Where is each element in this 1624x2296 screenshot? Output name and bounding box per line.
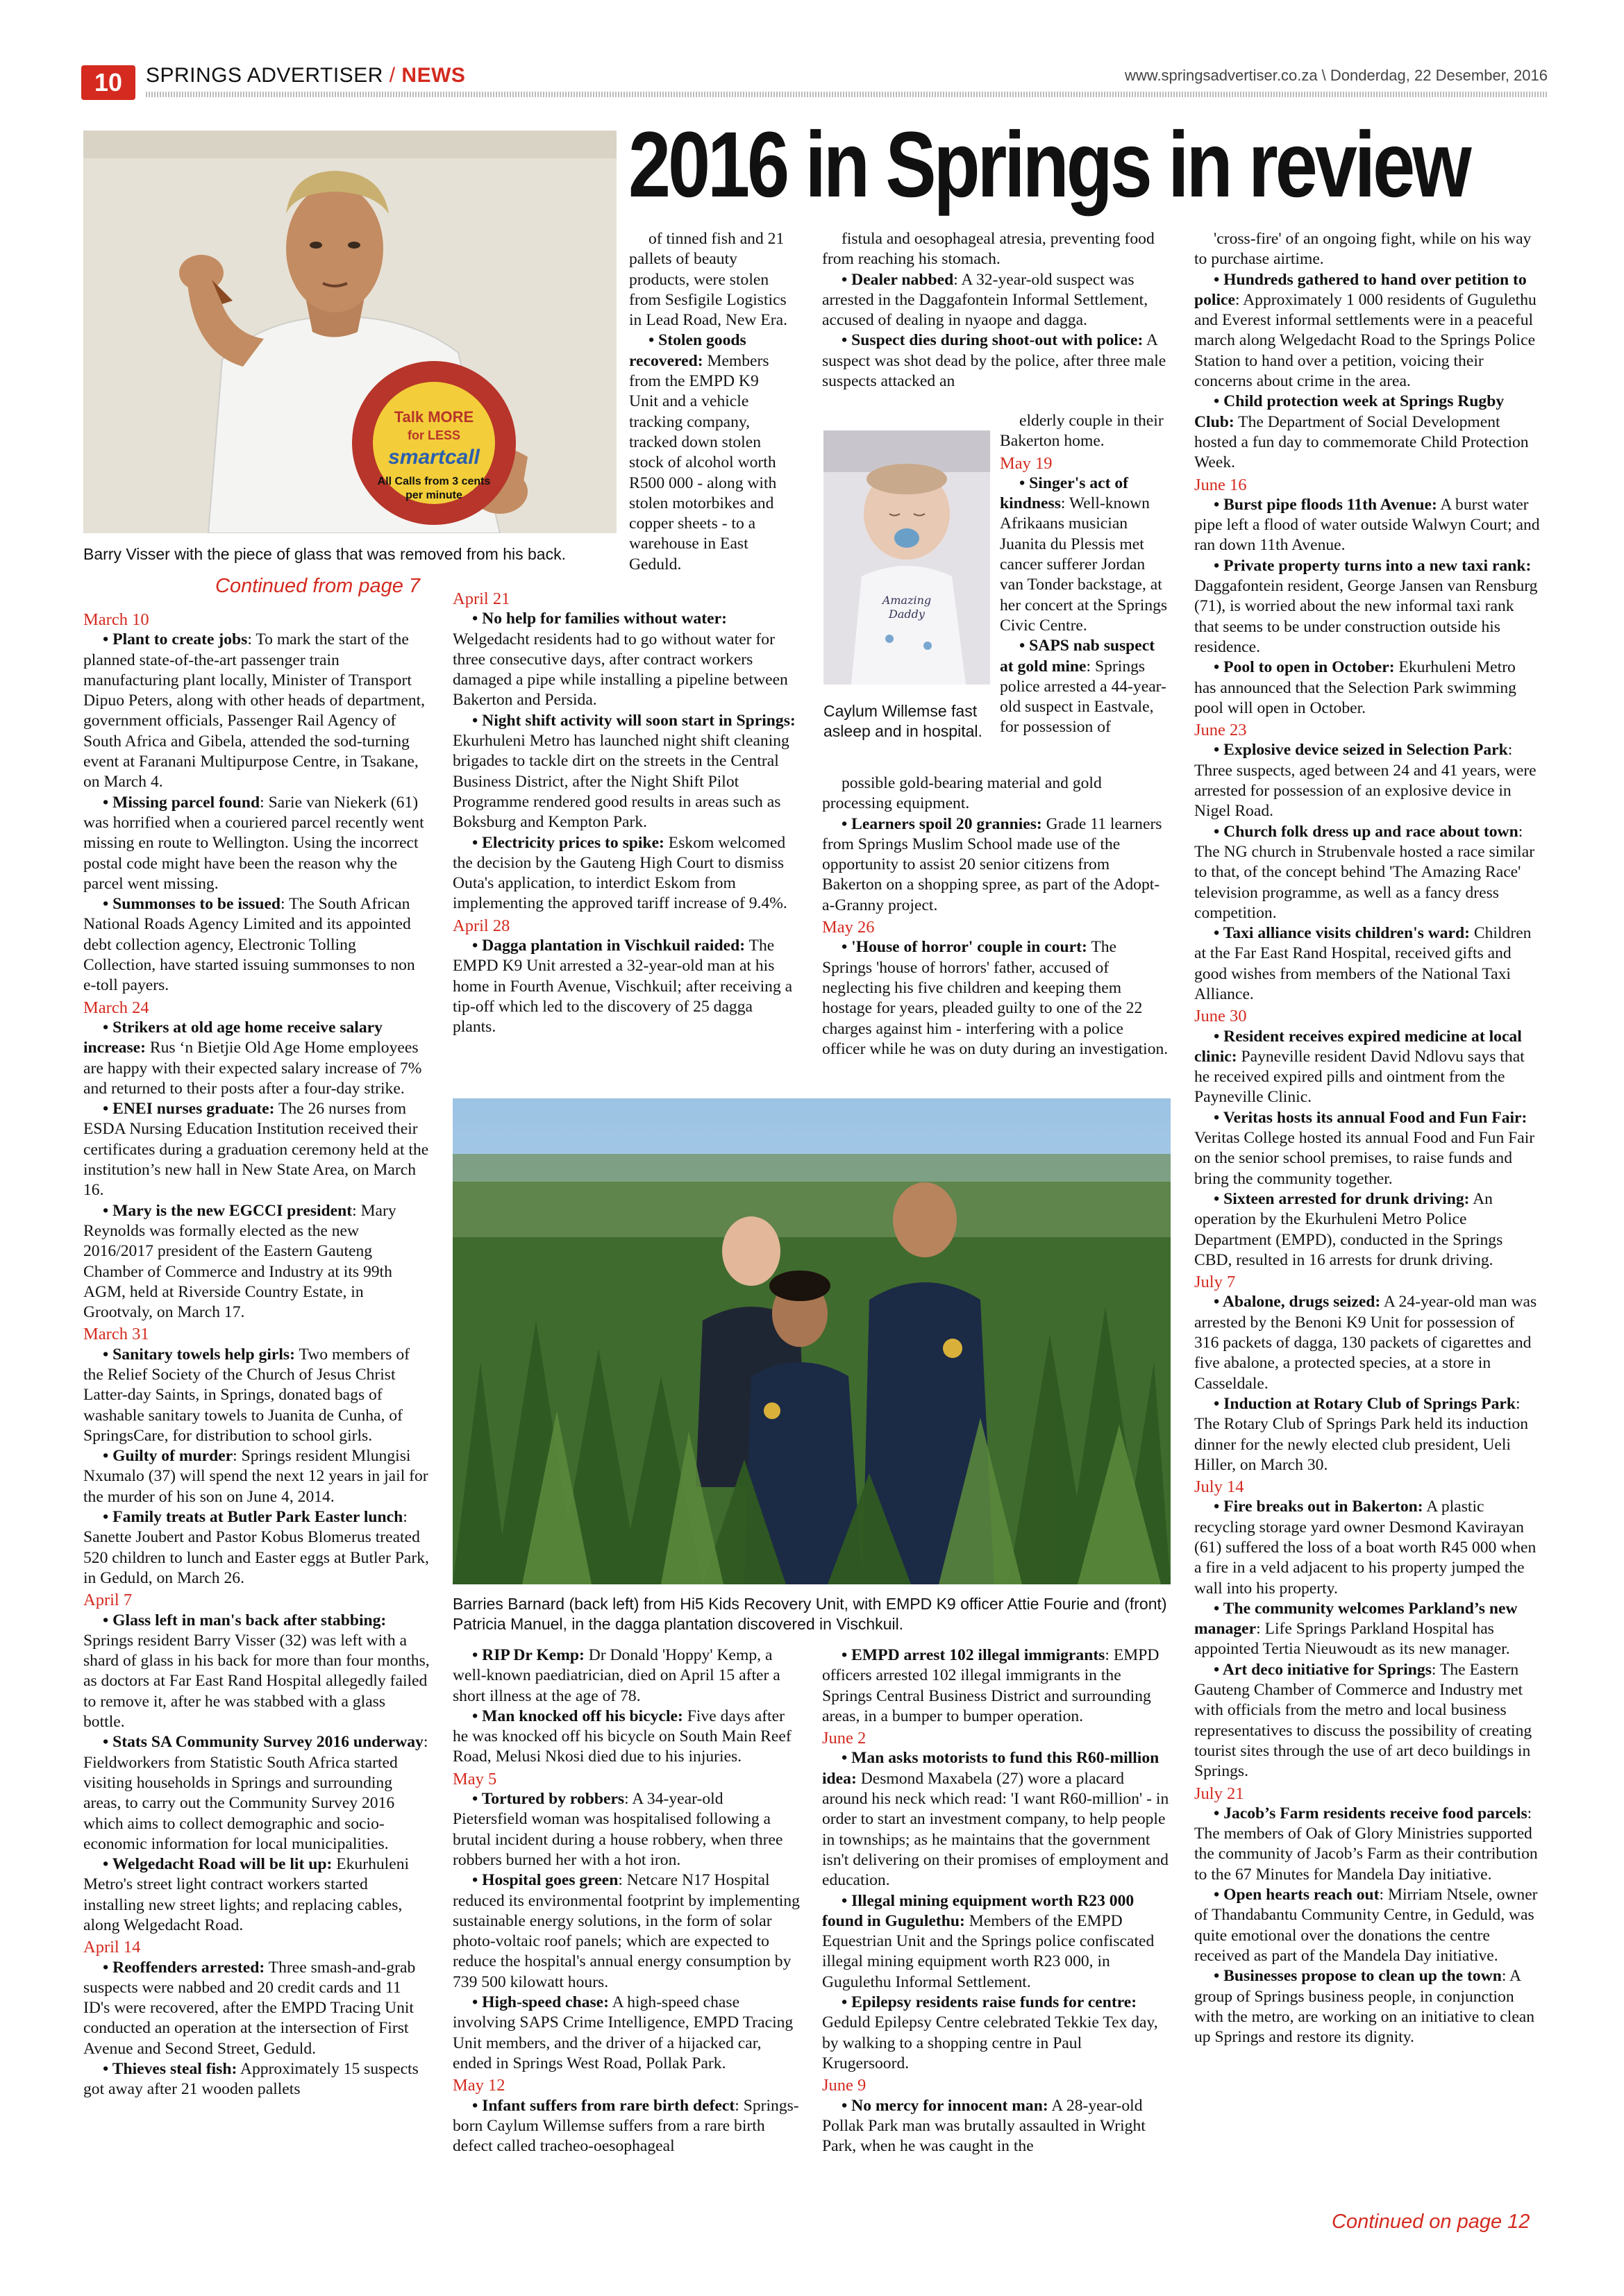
- news-item-body: : The NG church in Strubenvale hosted a race similar to that, of the concept behind 'The Amazing Race' television programme, as well as a fancy dress competition.: [1194, 822, 1535, 922]
- news-item: [1194, 1660, 1541, 1782]
- news-item-body: Grade 11 learners from Springs Muslim School made use of the opportunity to assist 20 senior citizens from Bakerton on a shopping spree, as part of the Adopt-a-Granny project.: [822, 814, 1162, 914]
- month-heading: June 2: [822, 1729, 867, 1748]
- headline: 2016 in Springs in review: [628, 113, 1469, 217]
- continued-paragraph: elderly couple in their Bakerton home.: [1000, 412, 1164, 451]
- news-item: [1194, 1885, 1541, 1966]
- news-item-body: Five days after he was knocked off his bicycle on South Main Reef Road, Melusi Nkosi died due to his injuries.: [453, 1707, 792, 1766]
- column-3-bottom: [822, 1645, 1169, 2156]
- news-item-body: : The South African National Roads Agency Limited and its appointed debt collection agency, Electronic Tolling Collection, have started issuing summonses to non e-toll payers.: [83, 895, 415, 995]
- news-item: [1194, 923, 1541, 1005]
- news-item-heading: • Private property turns into a new taxi rank:: [1214, 556, 1532, 575]
- news-item-body: : Three suspects, aged between 24 and 41 years, were arrested for possession of an explosive device in Nigel Road.: [1194, 741, 1537, 821]
- news-item-body: The Department of Social Development hosted a fun day to commemorate Child Protection Week.: [1194, 412, 1529, 472]
- news-item-body: A burst water pipe left a flood of water outside Walwyn Court; and ran down 11th Avenue.: [1194, 495, 1540, 555]
- month-heading: May 12: [453, 2076, 505, 2095]
- news-item-heading: • Child protection week at Springs Rugby Club:: [1194, 392, 1505, 431]
- svg-text:Amazing: Amazing: [882, 594, 932, 607]
- svg-text:Talk MORE: Talk MORE: [394, 408, 474, 426]
- news-item-heading: • EMPD arrest 102 illegal immigrants: [842, 1646, 1105, 1664]
- news-item: [83, 1018, 430, 1099]
- news-item-heading: • SAPS nab suspect at gold mine: [1000, 637, 1155, 676]
- news-item-heading: • Hospital goes green: [472, 1871, 619, 1890]
- month-heading: June 16: [1194, 475, 1247, 494]
- page-number: 10: [81, 65, 135, 100]
- news-item-heading: • Mary is the new EGCCI president: [103, 1201, 353, 1220]
- news-item: [83, 1099, 430, 1200]
- news-item-body: The EMPD K9 Unit arrested a 32-year-old man at his home in Fourth Avenue, Vischkuil; after receiving a tip-off which led to the discovery of 25 dagga plants.: [453, 937, 793, 1037]
- news-item-body: : A group of Springs business people, in conjunction with the metro, are working on an initiative to clean up Springs and restore its dignity.: [1194, 1967, 1535, 2047]
- news-item-heading: • Sixteen arrested for drunk driving:: [1214, 1189, 1470, 1208]
- news-item-body: : Mary Reynolds was formally elected as the new 2016/2017 president of the Eastern Gauteng Chamber of Commerce and Industry at its 99th AGM, held at Riverside Country Estate, in Grootvaly, on March 17.: [83, 1201, 396, 1322]
- svg-text:for LESS: for LESS: [407, 428, 461, 442]
- news-item: [1194, 1027, 1541, 1108]
- news-item-body: The Springs 'house of horrors' father, accused of neglecting his five children and keeping them hostage for years, pleaded guilty to one of the 22 charges against him - interfering with a police officer while he was on duty during an investigation.: [822, 938, 1169, 1058]
- month-heading: April 7: [83, 1591, 133, 1610]
- news-item: [453, 1645, 800, 1707]
- month-heading: May 5: [453, 1769, 497, 1788]
- news-item-heading: • Illegal mining equipment worth R23 000 found in Gugulethu:: [822, 1891, 1135, 1930]
- news-item-body: : EMPD officers arrested 102 illegal immigrants in the Springs Central Business District and surrounding areas, in a bumper to bumper operation.: [822, 1646, 1160, 1725]
- barry-visser-illustration: [83, 131, 617, 533]
- news-item-heading: • Fire breaks out in Bakerton:: [1214, 1498, 1423, 1516]
- news-item-heading: • Sanitary towels help girls:: [103, 1345, 295, 1364]
- news-item-heading: • Veritas hosts its annual Food and Fun Fair:: [1214, 1108, 1527, 1127]
- news-item-body: : Sarie van Niekerk (61) was horrified when a couriered parcel recently went missing en route to Wellington. Using the incorrect postal code might have been the reason why the parcel went missing.: [83, 793, 424, 893]
- news-item-body: : Life Springs Parkland Hospital has appointed Tertia Nieuwoudt as its new manager.: [1194, 1620, 1510, 1659]
- news-item-heading: • The community welcomes Parkland’s new manager: [1194, 1599, 1518, 1639]
- news-item-body: : Fieldworkers from Statistic South Africa started visiting households in Springs and surrounding areas, to carry out the Community Survey 2016 which aims to collect demographic and socio-economic information for local municipalities.: [83, 1733, 428, 1853]
- news-item-body: Children at the Far East Rand Hospital, received gifts and good wishes from members of the National Taxi Alliance.: [1194, 924, 1532, 1003]
- news-item-heading: • High-speed chase:: [472, 1993, 610, 2012]
- news-item: [822, 814, 1169, 916]
- news-item-body: A 24-year-old man was arrested by the Benoni K9 Unit for possession of 316 packets of dagga, 130 packets of cigarettes and five abalone, a protected species, at a store in Casseldale.: [1194, 1293, 1537, 1393]
- news-item-body: Three smash-and-grab suspects were nabbed and 20 credit cards and 11 ID's were recovered, after the EMPD Tracing Unit conducted an operation at the intersection of First Avenue and Second Street, Geduld.: [83, 1958, 416, 2058]
- news-item-body: Desmond Maxabela (27) wore a placard around his neck which read: 'I want R60-million' - in order to start an investment company, to help people in townships; as he maintains that the government isn't delivering on their promises of employment and education.: [822, 1769, 1169, 1890]
- news-item-body: Ekurhuleni Metro's street light contract workers started installing new street lights; and replacing cables, along Welgedacht Road.: [83, 1855, 410, 1934]
- news-item-body: : Mirriam Ntsele, owner of Thandabantu Community Centre, in Geduld, was quite emotional over the donations the centre received as part of the Mandela Day initiative.: [1194, 1886, 1538, 1965]
- news-item-heading: • Guilty of murder: [103, 1447, 233, 1466]
- news-item: [83, 1345, 430, 1446]
- month-heading: July 21: [1194, 1784, 1244, 1803]
- news-item-body: Daggafontein resident, George Jansen van Rensburg (71), is worried about the new informal taxi rank that seems to be under construction outside his residence.: [1194, 577, 1538, 656]
- news-item-body: : Springs police arrested a 44-year-old suspect in Eastvale, for possession of: [1000, 657, 1166, 737]
- news-item: [83, 793, 430, 894]
- publication-name: SPRINGS ADVERTISER: [146, 64, 383, 87]
- news-item-heading: • Infant suffers from rare birth defect: [472, 2096, 735, 2115]
- continued-paragraph: possible gold-bearing material and gold processing equipment.: [822, 774, 1102, 813]
- month-heading: March 31: [83, 1325, 149, 1344]
- news-item-heading: • 'House of horror' couple in court:: [842, 938, 1087, 957]
- news-item-heading: • Reoffenders arrested:: [103, 1958, 265, 1977]
- month-heading: May 19: [1000, 453, 1053, 473]
- news-item-body: : Well-known Afrikaans musician Juanita du Plessis met cancer sufferer Jordan van Tonder backstage, at her concert at the Springs Civic Centre.: [1000, 494, 1168, 635]
- news-item: [1194, 1108, 1541, 1189]
- column-2-bottom: [453, 1645, 800, 2156]
- month-heading: July 14: [1194, 1477, 1244, 1497]
- news-item: [83, 2059, 430, 2100]
- news-item-body: : To mark the start of the planned state-of-the-art passenger train manufacturing plant locally, Minister of Transport Dipuo Peters, along with other heads of department, government officials, Passenger Rail Agency of South Africa and Gibela, attended the sod-turning event at Faranani Multipurpose Centre, in Tsakane, on March 4.: [83, 630, 426, 791]
- news-item-heading: • Night shift activity will soon start in Springs:: [472, 711, 796, 730]
- news-item: [1194, 1189, 1541, 1271]
- continued-from: Continued from page 7: [215, 575, 421, 597]
- news-item: [1194, 1394, 1541, 1475]
- news-item-heading: • Businesses propose to clean up the town: [1214, 1967, 1502, 1986]
- news-item-heading: • Open hearts reach out: [1214, 1886, 1380, 1904]
- news-item: [1194, 1804, 1541, 1885]
- news-item-body: Veritas College hosted its annual Food and Fun Fair on the senior school premises, to raise funds and bring the community together.: [1194, 1129, 1535, 1188]
- news-item-heading: • Dealer nabbed: [842, 270, 954, 289]
- news-item-body: Geduld Epilepsy Centre celebrated Tekkie Tex day, by walking to a shopping centre in Paul Krugersoord.: [822, 2013, 1158, 2072]
- news-item-heading: • Induction at Rotary Club of Springs Park: [1214, 1394, 1516, 1413]
- news-item: [83, 1611, 430, 1733]
- news-item: [1000, 636, 1171, 737]
- news-item-body: Rus ‘n Bietjie Old Age Home employees are happy with their expected salary increase of 7% and returned to their posts after a four-day strike.: [83, 1039, 422, 1098]
- news-item-body: : Netcare N17 Hospital reduced its environmental footprint by implementing sustainable energy solutions, in the form of solar photo-voltaic roof panels; which are expected to reduce the hospital's annual energy consumption by 739 500 kilowatt hours.: [453, 1871, 800, 1991]
- month-heading: May 26: [822, 918, 875, 937]
- news-item-body: : Springs resident Mlungisi Nxumalo (37) will spend the next 12 years in jail for the murder of his son on June 4, 2014.: [83, 1447, 428, 1506]
- news-item-heading: • Stolen goods recovered:: [629, 331, 746, 370]
- news-item-heading: • Burst pipe floods 11th Avenue:: [1214, 495, 1437, 514]
- column-1: [83, 608, 430, 2100]
- news-item: [629, 330, 789, 575]
- news-item-heading: • Suspect dies during shoot-out with police:: [842, 331, 1144, 350]
- news-item-heading: • Welgedacht Road will be lit up:: [103, 1855, 333, 1874]
- news-item: [83, 1446, 430, 1507]
- news-item-heading: • Abalone, drugs seized:: [1214, 1293, 1381, 1312]
- month-heading: June 23: [1194, 721, 1247, 740]
- news-item: [83, 1201, 430, 1323]
- column-3-middle: [822, 773, 1169, 1059]
- news-item-heading: • Man asks motorists to fund this R60-million idea:: [822, 1749, 1160, 1788]
- news-item: [822, 1748, 1169, 1891]
- news-item-heading: • No help for families without water:: [472, 610, 727, 628]
- news-item-heading: • No mercy for innocent man:: [842, 2096, 1048, 2115]
- news-item-body: Approximately 15 suspects got away after 21 wooden pallets: [83, 2060, 419, 2099]
- news-item: [1194, 740, 1541, 821]
- news-item-heading: • Epilepsy residents raise funds for centre:: [842, 1993, 1137, 2012]
- website-date: www.springsadvertiser.co.za \ Donderdag, 22 Desember, 2016: [1125, 67, 1548, 84]
- news-item-body: Members from the EMPD K9 Unit and a vehicle tracking company, tracked down stolen stock of alcohol worth R500 000 - along with stolen motorbikes and copper sheets - to a warehouse in East Geduld.: [629, 351, 777, 573]
- group-photo-caption: Barries Barnard (back left) from Hi5 Kids Recovery Unit, with EMPD K9 officer Attie Fourie and (front) Patricia Manuel, in the dagga plantation discovered in Vischkuil.: [453, 1595, 1167, 1633]
- news-item-heading: • ENEI nurses graduate:: [103, 1100, 275, 1118]
- news-item: [1194, 1966, 1541, 2047]
- news-item-body: A 28-year-old Pollak Park man was brutally assaulted in Wright Park, when he was caught in the: [822, 2096, 1146, 2156]
- svg-text:per minute: per minute: [405, 489, 462, 501]
- news-item-heading: • Resident receives expired medicine at local clinic:: [1194, 1027, 1522, 1066]
- news-item-body: Two members of the Relief Society of the Church of Jesus Christ Latter-day Saints, in Springs, donated bags of washable sanitary towels to Juanita de Cunha, of SpringsCare, for distribution to school girls.: [83, 1345, 410, 1445]
- month-heading: March 24: [83, 998, 149, 1017]
- news-item: [453, 1707, 800, 1768]
- month-heading: April 21: [453, 589, 510, 608]
- news-item: [822, 937, 1169, 1059]
- news-item-body: : The members of Oak of Glory Ministries supported the community of Jacob’s Farm as their contribution to the 67 Minutes for Mandela Day initiative.: [1194, 1804, 1538, 1884]
- news-item: [822, 1891, 1169, 1993]
- news-item: [1194, 1292, 1541, 1393]
- news-item: [1194, 495, 1541, 556]
- news-item: [822, 330, 1169, 392]
- news-item-heading: • Hundreds gathered to hand over petition to police: [1194, 270, 1527, 309]
- news-item: [83, 894, 430, 996]
- news-item-body: : The Eastern Gauteng Chamber of Commerce and Industry met with officials from the metro and local business representatives to discuss the possibility of creating tourist sites through the use of art deco buildings in Springs.: [1194, 1660, 1532, 1781]
- dagga-plantation-illustration: [453, 1098, 1171, 1584]
- barry-visser-photo: [83, 131, 617, 533]
- month-heading: July 7: [1194, 1273, 1236, 1292]
- news-item-body: An operation by the Ekurhuleni Metro Police Department (EMPD), conducted in the Springs CBD, resulted in 16 arrests for drunk driving.: [1194, 1189, 1503, 1269]
- news-item-heading: • Tortured by robbers: [472, 1790, 625, 1809]
- news-item: [822, 1645, 1169, 1727]
- continued-paragraph: of tinned fish and 21 pallets of beauty products, were stolen from Sesfigile Logistics in Lead Road, New Era.: [629, 230, 787, 330]
- news-item: [822, 2096, 1169, 2157]
- month-heading: March 10: [83, 610, 149, 629]
- news-item-body: The 26 nurses from ESDA Nursing Education Institution received their certificates during a graduation ceremony held at the institution’s new hall in New State Area, on March 16.: [83, 1100, 429, 1200]
- news-item-body: Ekurhuleni Metro has launched night shift cleaning brigades to tackle dirt on the streets in the Central Business District, after the Night Shift Pilot Programme rendered good results in areas such as Boksburg and Kempton Park.: [453, 732, 789, 832]
- news-item: [822, 270, 1169, 331]
- barry-visser-caption: Barry Visser with the piece of glass that was removed from his back.: [83, 545, 566, 563]
- news-item: [453, 711, 800, 833]
- news-item: [83, 1732, 430, 1854]
- column-2-top: [629, 229, 789, 575]
- news-item: [1194, 392, 1541, 473]
- news-item-heading: • Glass left in man's back after stabbing:: [103, 1611, 387, 1629]
- continued-paragraph: 'cross-fire' of an ongoing fight, while on his way to purchase airtime.: [1194, 230, 1532, 269]
- news-item: [453, 2096, 800, 2157]
- month-heading: April 28: [453, 916, 510, 935]
- news-item: [453, 1789, 800, 1870]
- month-heading: June 30: [1194, 1007, 1247, 1026]
- news-item-heading: • Family treats at Butler Park Easter lunch: [103, 1508, 403, 1527]
- news-item: [1194, 1599, 1541, 1660]
- news-item-heading: • Stats SA Community Survey 2016 underway: [103, 1733, 424, 1752]
- news-item-body: Dr Donald 'Hoppy' Kemp, a well-known paediatrician, died on April 15 after a short illness at the age of 78.: [453, 1646, 780, 1705]
- news-item-body: : Approximately 1 000 residents of Gugulethu and Everest informal settlements were in a peaceful march along Welgedacht Road to the Springs Police Station to hand over a petition, voicing their concerns about crime in the area.: [1194, 290, 1537, 391]
- news-item-heading: • Missing parcel found: [103, 793, 260, 812]
- news-item-heading: • Church folk dress up and race about town: [1214, 822, 1518, 841]
- news-item-body: : Springs-born Caylum Willemse suffers from a rare birth defect called tracheo-oesophageal: [453, 2096, 799, 2156]
- news-item: [822, 1993, 1169, 2074]
- svg-text:All Calls from 3 cents: All Calls from 3 cents: [377, 476, 491, 487]
- news-item: [1194, 270, 1541, 392]
- news-item-heading: • Singer's act of kindness: [1000, 474, 1129, 513]
- news-item-body: A high-speed chase involving SAPS Crime Intelligence, EMPD Tracing Unit members, and the driver of a hijacked car, ended in Springs West Road, Pollak Park.: [453, 1993, 794, 2072]
- column-4: [1194, 229, 1541, 2047]
- news-item-heading: • Thieves steal fish:: [103, 2060, 237, 2079]
- news-item-body: Ekurhuleni Metro has announced that the Selection Park swimming pool will open in October.: [1194, 658, 1516, 717]
- news-item-body: Welgedacht residents had to go without water for three consecutive days, after contract workers damaged a pipe while installing a pipeline between Bakerton and Persida.: [453, 630, 788, 710]
- news-item: [1194, 822, 1541, 923]
- header-rule: [146, 92, 1548, 97]
- news-item: [83, 1854, 430, 1936]
- baby-photo: [823, 430, 990, 685]
- news-item-heading: • Taxi alliance visits children's ward:: [1214, 924, 1470, 943]
- news-item-body: Springs resident Barry Visser (32) was left with a shard of glass in his back for more than four months, as doctors at Far East Rand Hospital allegedly failed to remove it, after he was stabbed with a glass bottle.: [83, 1631, 430, 1732]
- baby-illustration: [823, 430, 990, 685]
- section-label: SPRINGS ADVERTISER / NEWS: [146, 64, 466, 87]
- continued-on: Continued on page 12: [1332, 2211, 1530, 2233]
- news-item: [453, 1993, 800, 2074]
- news-item-heading: • Learners spoil 20 grannies:: [842, 814, 1042, 833]
- month-heading: June 9: [822, 2076, 867, 2095]
- news-item-body: Eskom welcomed the decision by the Gauteng High Court to dismiss Outa's application, to interdict Eskom from implementing the approved tariff increase of 9.4%.: [453, 833, 787, 913]
- baby-caption: Caylum Willemse fast asleep and in hospital.: [823, 702, 982, 740]
- news-item-body: : A 32-year-old suspect was arrested in the Daggafontein Informal Settlement, accused of dealing in nyaope and dagga.: [822, 270, 1148, 330]
- news-item-body: A plastic recycling storage yard owner Desmond Kavirayan (61) suffered the loss of a boat worth R45 000 when a fire in a veld adjacent to his property jumped the wall into his property.: [1194, 1498, 1537, 1598]
- news-item-heading: • Strikers at old age home receive salary increase:: [83, 1018, 383, 1057]
- continued-paragraph: fistula and oesophageal atresia, preventing food from reaching his stomach.: [822, 230, 1155, 269]
- news-item-body: : The Rotary Club of Springs Park held its induction dinner for the newly elected club president, Ueli Hiller, on March 30.: [1194, 1394, 1529, 1474]
- news-item-heading: • RIP Dr Kemp:: [472, 1646, 585, 1664]
- news-item: [83, 630, 430, 792]
- news-item-body: : Sanette Joubert and Pastor Kobus Blomerus treated 520 children to lunch and Easter eggs at Butler Park, in Geduld, on March 26.: [83, 1508, 429, 1587]
- news-item: [1194, 1497, 1541, 1598]
- news-item-body: : A 34-year-old Pietersfield woman was hospitalised following a brutal incident during a house robbery, when three robbers burned her with a hot iron.: [453, 1790, 783, 1869]
- news-item-heading: • Art deco initiative for Springs: [1214, 1660, 1432, 1679]
- news-item-heading: • Plant to create jobs: [103, 630, 248, 649]
- news-item: [453, 833, 800, 914]
- dagga-plantation-photo: [453, 1098, 1171, 1584]
- svg-text:Daddy: Daddy: [889, 607, 925, 621]
- column-3-top: [822, 229, 1169, 392]
- news-item-body: A suspect was shot dead by the police, after three male suspects attacked an: [822, 331, 1166, 391]
- column-2-middle: [453, 587, 800, 1038]
- news-item-heading: • Dagga plantation in Vischkuil raided:: [472, 937, 746, 955]
- news-item: [83, 1507, 430, 1589]
- news-item-heading: • Electricity prices to spike:: [472, 833, 664, 852]
- news-item: [1194, 556, 1541, 657]
- section-name: NEWS: [401, 64, 466, 87]
- news-item: [453, 1870, 800, 1993]
- news-item-heading: • Pool to open in October:: [1214, 658, 1395, 677]
- news-item: [453, 609, 800, 710]
- news-item-heading: • Summonses to be issued: [103, 895, 281, 914]
- news-item-body: Payneville resident David Ndlovu says that he received expired pills and ointment from the Payneville Clinic.: [1194, 1047, 1525, 1107]
- month-heading: April 14: [83, 1938, 141, 1957]
- news-item-heading: • Explosive device seized in Selection Park: [1214, 741, 1508, 760]
- svg-text:smartcall: smartcall: [388, 446, 480, 469]
- news-item: [1194, 657, 1541, 719]
- news-item-heading: • Jacob’s Farm residents receive food parcels: [1214, 1804, 1527, 1822]
- news-item: [1000, 474, 1171, 636]
- news-item: [453, 936, 800, 1037]
- column-3-side: [1000, 411, 1171, 738]
- news-item-body: Members of the EMPD Equestrian Unit and the Springs police confiscated illegal mining equipment worth R23 000, in Gugulethu Informal Settlement.: [822, 1911, 1155, 1991]
- news-item: [83, 1958, 430, 2059]
- news-item-heading: • Man knocked off his bicycle:: [472, 1707, 683, 1725]
